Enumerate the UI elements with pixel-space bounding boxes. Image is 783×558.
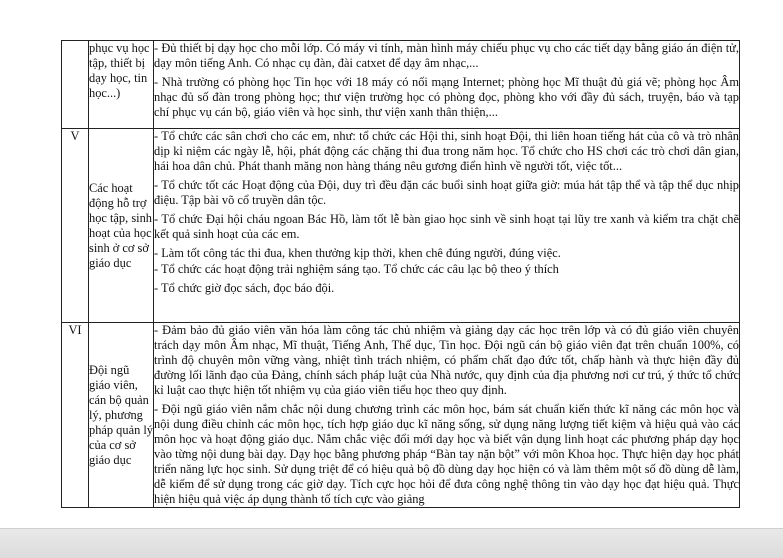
row-content (154, 129, 740, 323)
content-paragraph: - Tổ chức tốt các Hoạt động của Đội, duy trì đều đặn các buổi sinh hoạt giữa giờ: múa hát tập thể và tập thể dục nhịp điệu. Tập bài võ cổ truyền dân tộc. (154, 178, 739, 207)
content-paragraph: - Tổ chức các hoạt động trải nghiệm sáng tạo. Tổ chức các câu lạc bộ theo ý thích (154, 262, 559, 276)
content-paragraph: - Làm tốt công tác thi đua, khen thưởng kịp thời, khen chê đúng người, đúng việc. (154, 246, 561, 260)
row-number: VI (62, 323, 89, 508)
row-title: phục vụ học tập, thiết bị dạy học, tin học...) (89, 41, 154, 129)
row-content (154, 41, 740, 129)
content-paragraph: - Tổ chức giờ đọc sách, đọc báo đội. (154, 281, 335, 295)
page-gap (0, 528, 783, 558)
row-number: V (62, 129, 89, 323)
row-title: Đội ngũ giáo viên, cán bộ quản lý, phương pháp quản lý của cơ sở giáo dục (89, 323, 154, 508)
content-paragraph: - Tổ chức các sân chơi cho các em, như: tổ chức các Hội thi, sinh hoạt Đội, thi liên hoan tiếng hát của cô và trò nhân dịp kỉ niệm các ngày lễ, hội, phát động các chặng thi đua trong năm học. Tổ chức cho HS chơi các trò chơi dân gian, hái hoa dân chủ. Phát thanh măng non hàng tháng nêu gương điển hình về người tốt, việc tốt... (154, 129, 739, 173)
content-paragraph: - Đủ thiết bị dạy học cho mỗi lớp. Có máy vi tính, màn hình máy chiếu phục vụ cho các tiết dạy bằng giáo án điện tử, dạy môn tiếng Anh. Có nhạc cụ đàn, đài catxet để dạy âm nhạc,... (154, 41, 739, 70)
content-paragraph: - Tổ chức Đại hội cháu ngoan Bác Hồ, làm tốt lễ bàn giao học sinh về sinh hoạt tại lũy tre xanh và kiểm tra chặt chẽ kết quả sinh hoạt của các em. (154, 212, 739, 241)
content-paragraph: - Nhà trường có phòng học Tin học với 18 máy có nối mạng Internet; phòng học Mĩ thuật đủ giá vẽ; phòng học Âm nhạc đủ số đàn trong phòng học; thư viện trường học có phòng đọc, phòng kho với đầy đủ sách, truyện, báo và tạp chí phục vụ cán bộ, giáo viên và học sinh, thư viện xanh thân thiện,... (154, 75, 739, 119)
table-row-staff (62, 323, 740, 508)
table-row-facilities (62, 41, 740, 129)
content-paragraph: - Đảm bảo đủ giáo viên văn hóa làm công tác chủ nhiệm và giảng dạy các học trên lớp và có đủ giáo viên chuyên trách dạy môn Âm nhạc, Mĩ thuật, Tiếng Anh, Thể dục, Tin học. Đội ngũ cán bộ giáo viên đạt trên chuẩn 100%, có trình độ chuyên môn vững vàng, nhiệt tình trách nhiệm, có phẩm chất đạo đức tốt, chấp hành và thực hiện đầy đủ đường lối lãnh đạo của Đảng, chính sách pháp luật của Nhà nước, quy định của địa phương nơi cư trú, ý thức tổ chức kỉ luật cao thực hiện tốt nhiệm vụ của giáo viên tiểu học theo quy định. (154, 323, 739, 397)
table-row-support-activities (62, 129, 740, 323)
row-number (62, 41, 89, 129)
row-content (154, 323, 740, 508)
content-paragraph: - Đội ngũ giáo viên nắm chắc nội dung chương trình các môn học, bám sát chuẩn kiến thức kĩ năng các môn học và nội dung điều chỉnh các môn học, tích hợp giáo dục kĩ năng sống, sử dụng năng lượng tiết kiệm và hiệu quả vào các môn học và hoạt động giáo dục. Nắm chắc việc đổi mới dạy học và biết vận dụng linh hoạt các phương pháp dạy học vào từng nội dung bài dạy. Dạy học bằng phương pháp “Bàn tay nặn bột” với môn Khoa học. Thực hiện dạy học phát triển năng lực học sinh. Sử dụng triệt để có hiệu quả bộ đồ dùng dạy học hiện có và làm thêm một số đồ dùng dễ làm, dễ kiếm để sử dụng trong các giờ dạy. Tích cực học hỏi để đưa công nghệ thông tin vào dạy học đạt hiệu quả. Thực hiện hiệu quả việc áp dụng thành tố tích cực vào giảng (154, 402, 739, 506)
report-table (61, 40, 740, 508)
row-title: Các hoạt động hỗ trợ học tập, sinh hoạt của học sinh ở cơ sở giáo dục (89, 129, 154, 323)
